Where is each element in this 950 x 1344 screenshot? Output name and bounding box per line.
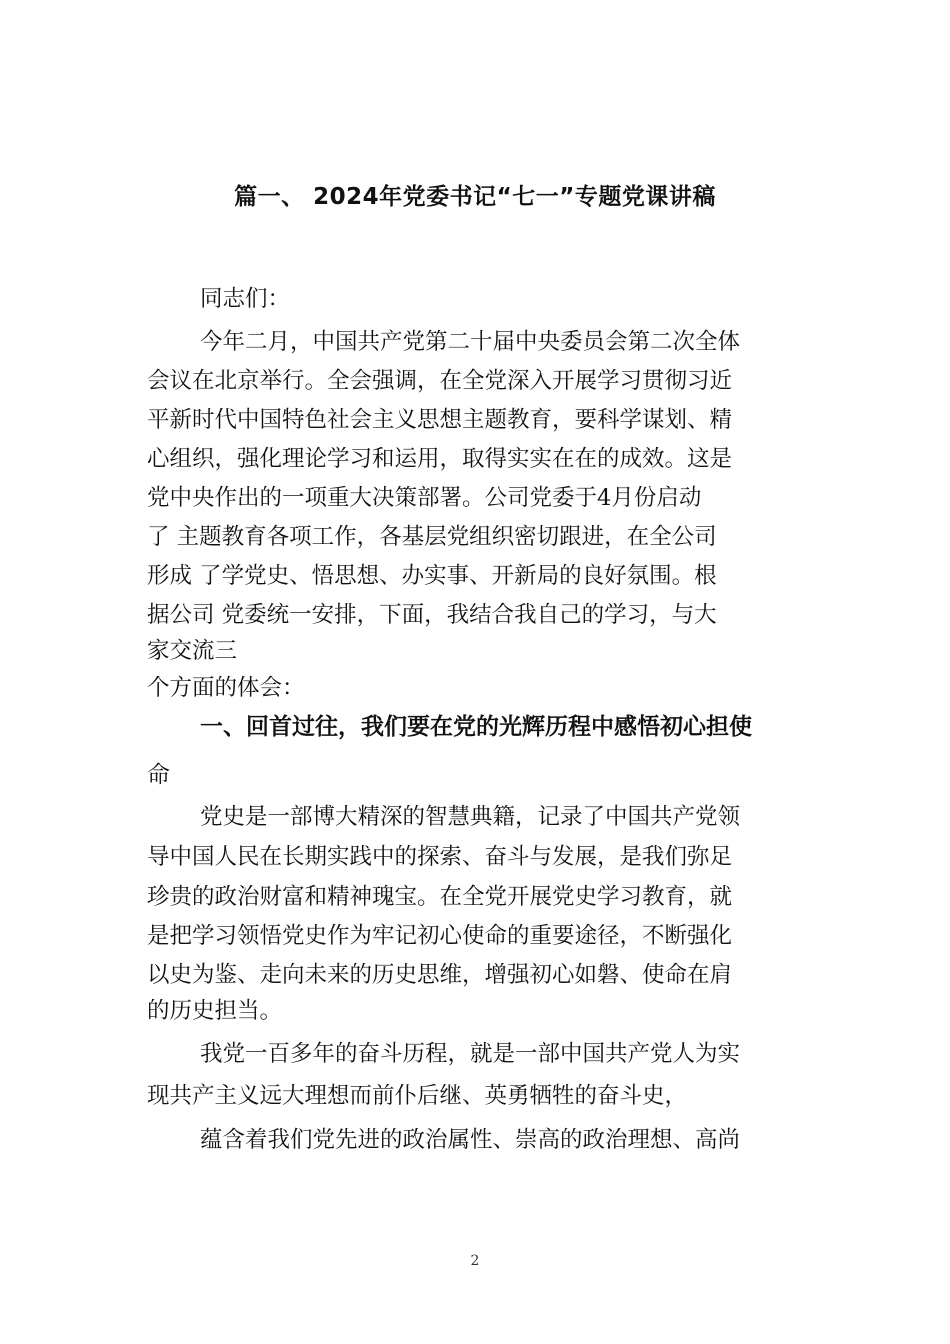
paragraph-line: 据公司 党委统一安排，下面，我结合我自己的学习，与大 xyxy=(147,602,717,628)
paragraph-line: 以史为鉴、走向未来的历史思维，增强初心如磐、使命在肩 xyxy=(147,962,733,988)
paragraph-line: 党中央作出的一项重大决策部署。公司党委于4月份启动 xyxy=(147,485,702,511)
paragraph-line: 我党一百多年的奋斗历程，就是一部中国共产党人为实 xyxy=(200,1041,741,1067)
paragraph-line: 今年二月，中国共产党第二十届中央委员会第二次全体 xyxy=(200,329,741,355)
heading-line: 一、回首过往，我们要在党的光辉历程中感悟初心担使 xyxy=(200,714,752,740)
paragraph-line: 现共产主义远大理想而前仆后继、英勇牺牲的奋斗史， xyxy=(147,1083,688,1109)
paragraph-line: 形成 了学党史、悟思想、办实事、开新局的良好氛围。根 xyxy=(147,563,717,589)
page-number: 2 xyxy=(470,1253,480,1269)
paragraph-line: 蕴含着我们党先进的政治属性、崇高的政治理想、高尚 xyxy=(200,1127,741,1153)
paragraph-line: 心组织，强化理论学习和运用，取得实实在在的成效。这是 xyxy=(147,446,733,472)
paragraph-line: 的历史担当。 xyxy=(147,998,283,1024)
paragraph-line: 会议在北京举行。全会强调，在全党深入开展学习贯彻习近 xyxy=(147,368,733,394)
paragraph-line: 是把学习领悟党史作为牢记初心使命的重要途径，不断强化 xyxy=(147,923,733,949)
greeting: 同志们： xyxy=(200,286,291,312)
document-title: 篇一、 2024年党委书记“七一”专题党课讲稿 xyxy=(234,184,716,210)
heading-line: 命 xyxy=(147,762,170,788)
paragraph-line: 导中国人民在长期实践中的探索、奋斗与发展，是我们弥足 xyxy=(147,844,733,870)
paragraph-line: 平新时代中国特色社会主义思想主题教育，要科学谋划、精 xyxy=(147,407,733,433)
paragraph-line: 珍贵的政治财富和精神瑰宝。在全党开展党史学习教育，就 xyxy=(147,884,733,910)
paragraph-line: 党史是一部博大精深的智慧典籍，记录了中国共产党领 xyxy=(200,804,741,830)
paragraph-line: 了 主题教育各项工作，各基层党组织密切跟进，在全公司 xyxy=(147,524,717,550)
paragraph-line: 个方面的体会： xyxy=(147,675,305,701)
paragraph-line: 家交流三 xyxy=(147,638,238,664)
